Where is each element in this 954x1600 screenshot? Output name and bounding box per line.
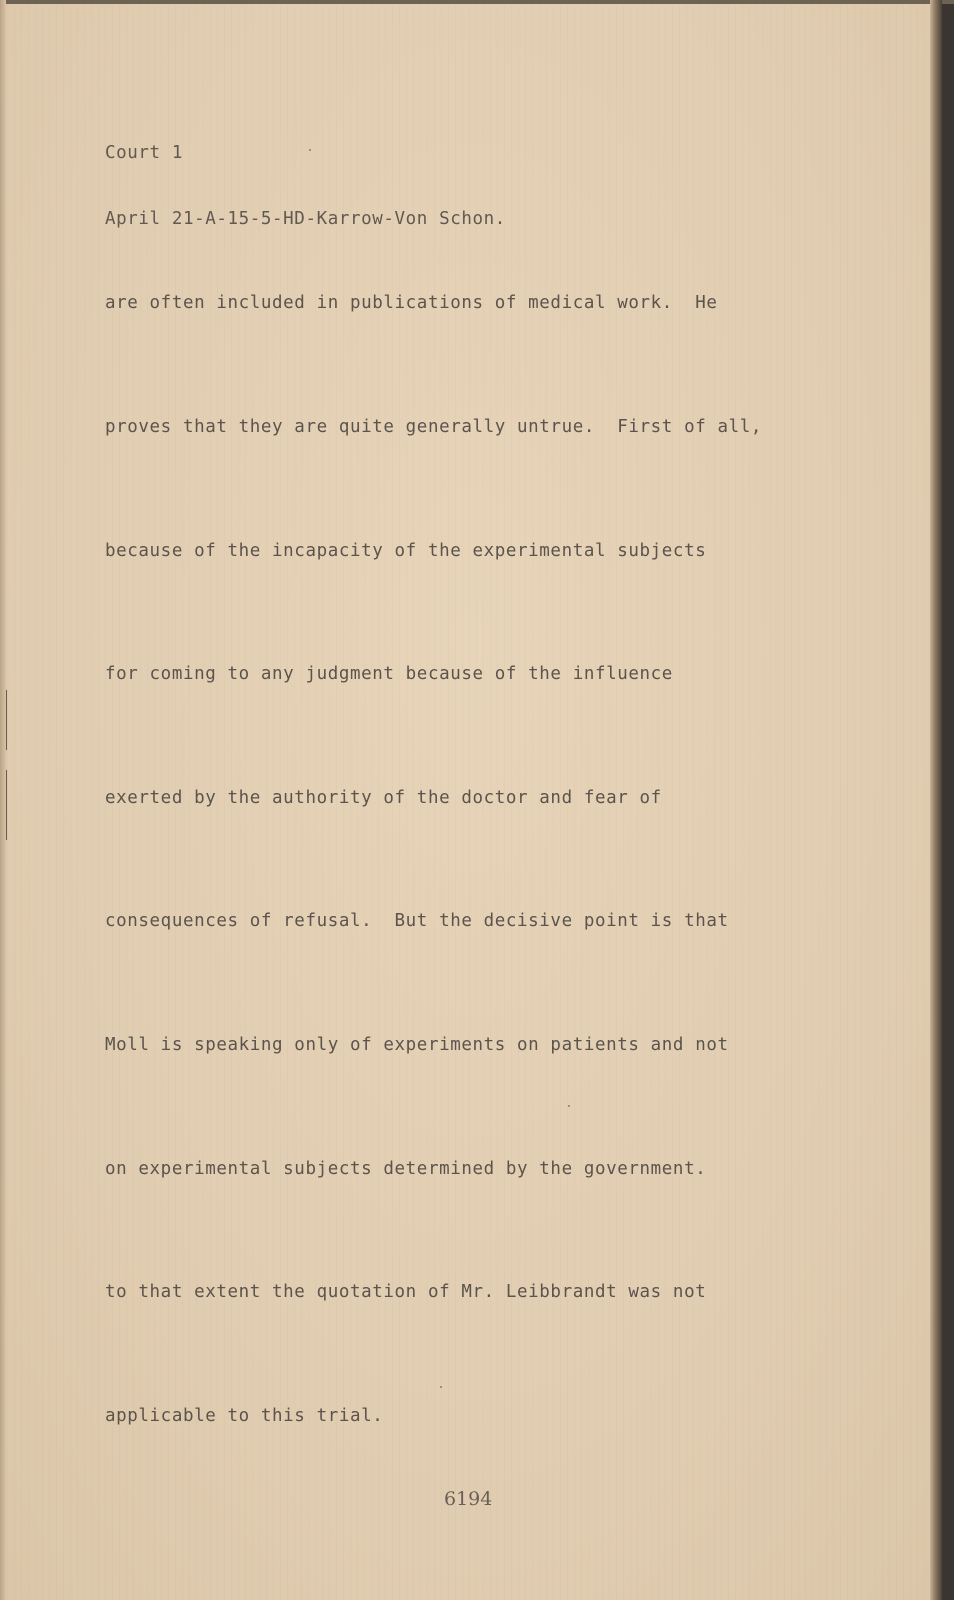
body-line: for coming to any judgment because of the influence <box>105 664 673 685</box>
body-line: Moll is speaking only of experiments on patients and not <box>105 1035 729 1056</box>
body-line: on experimental subjects determined by the government. <box>105 1158 707 1179</box>
header-court: Court 1 <box>105 143 183 163</box>
paper-tear-mark <box>6 770 7 840</box>
paper-tear-mark <box>6 690 7 750</box>
document-body <box>105 201 762 1520</box>
body-line: applicable to this trial. <box>105 1405 384 1426</box>
body-line: are often included in publications of medical work. He <box>105 293 718 314</box>
body-line: consequences of refusal. But the decisive point is that <box>105 911 729 932</box>
paper-speck <box>568 1105 570 1107</box>
body-line: to that extent the quotation of Mr. Leibbrandt was not <box>105 1282 707 1303</box>
paper-speck <box>440 1386 442 1388</box>
page-right-edge <box>930 0 942 1600</box>
body-line: proves that they are quite generally untrue. First of all, <box>105 417 763 438</box>
body-line: exerted by the authority of the doctor and fear of <box>105 787 662 808</box>
body-line: because of the incapacity of the experimental subjects <box>105 540 707 561</box>
page-top-edge <box>0 0 954 4</box>
header-session: April 21-A-15-5-HD-Karrow-Von Schon. <box>105 209 506 229</box>
paper-speck <box>309 149 311 151</box>
page-number: 6194 <box>444 1488 493 1510</box>
